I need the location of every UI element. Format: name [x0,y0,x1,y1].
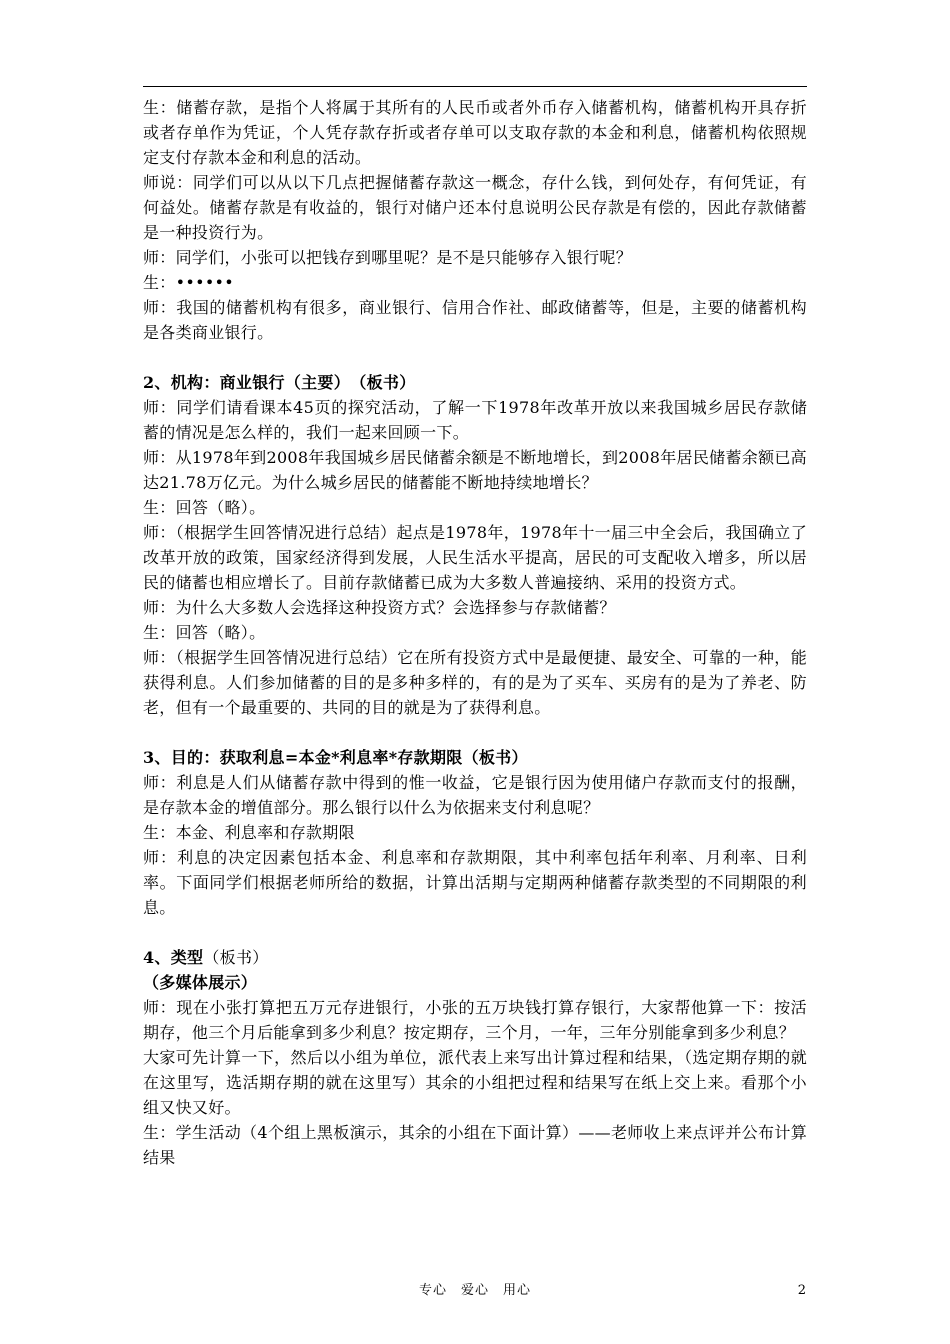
paragraph-group-instructions: 大家可先计算一下，然后以小组为单位，派代表上来写出计算过程和结果，（选定期存期的就在这里写，选活期存期的就在这里写）其余的小组把过程和结果写在纸上交上来。看那个小组又快又好。 [143,1048,807,1117]
section-heading-purpose: 3、目的：获取利息=本金*利息率*存款期限（板书） [143,748,528,767]
paragraph-student-factors: 生：本金、利息率和存款期限 [143,823,355,842]
header-rule [143,86,807,87]
multimedia-note: （多媒体展示） [143,973,258,992]
paragraph-student-answer-2: 生：回答（略）。 [143,623,266,642]
paragraph-why-question: 师：为什么大多数人会选择这种投资方式？会选择参与存款储蓄？ [143,598,616,617]
paragraph-student-activity: 生：学生活动（4个组上黑板演示，其余的小组在下面计算）——老师收上来点评并公布计算结果 [143,1123,807,1167]
spacer [143,720,807,745]
paragraph-teacher-question: 师：同学们，小张可以把钱存到哪里呢？是不是只能够存入银行呢？ [143,248,633,267]
section-heading-types-note: （板书） [203,948,269,967]
section-heading-types [143,945,807,970]
footer-motto: 专心 爱心 用心 [418,1283,531,1298]
paragraph-teacher-concept: 师说：同学们可以从以下几点把握储蓄存款这一概念，存什么钱，到何处存，有何凭证，有何益处。储蓄存款是有收益的，银行对储户还本付息说明公民存款是有偿的，因此存款储蓄是一种投资行为。 [143,173,807,242]
paragraph-savings-definition: 生：储蓄存款，是指个人将属于其所有的人民币或者外币存入储蓄机构，储蓄机构开具存折或者存单作为凭证，个人凭存款存折或者存单可以支取存款的本金和利息，储蓄机构依照规定支付存款本金和利息的活动。 [143,98,807,167]
document-body [143,95,807,1170]
paragraph-interest-definition: 师：利息是人们从储蓄存款中得到的惟一收益，它是银行因为使用储户存款而支付的报酬，是存款本金的增值部分。那么银行以什么为依据来支付利息呢？ [143,773,807,817]
paragraph-calculation-task: 师：现在小张打算把五万元存进银行，小张的五万块钱打算存银行，大家帮他算一下：按活期存，他三个月后能拿到多少利息？按定期存，三个月，一年，三年分别能拿到多少利息？ [143,998,807,1042]
paragraph-student-answer: 生：回答（略）。 [143,498,266,517]
page-number: 2 [797,1283,806,1298]
paragraph-institutions: 师：我国的储蓄机构有很多，商业银行、信用合作社、邮政储蓄等，但是，主要的储蓄机构是各类商业银行。 [143,298,807,342]
section-heading-institution: 2、机构：商业银行（主要） （板书） [143,373,416,392]
paragraph-summary-purpose: 师：（根据学生回答情况进行总结）它在所有投资方式中是最便捷、最安全、可靠的一种，能获得利息。人们参加储蓄的目的是多种多样的，有的是为了买车、买房有的是为了养老、防老，但有一个最重要的、共同的目的就是为了获得利息。 [143,648,807,717]
paragraph-interest-factors: 师：利息的决定因素包括本金、利息率和存款期限，其中利率包括年利率、月利率、日利率。下面同学们根据老师所给的数据，计算出活期与定期两种储蓄存款类型的不同期限的利息。 [143,848,807,917]
section-heading-types-title: 4、类型 [143,948,204,967]
paragraph-student-dots: 生：•••••• [143,273,235,292]
paragraph-growth-question: 师：从1978年到2008年我国城乡居民储蓄余额是不断地增长，到2008年居民储蓄余额已高达21.78万亿元。为什么城乡居民的储蓄能不断地持续地增长？ [143,448,807,492]
paragraph-summary-reform: 师：（根据学生回答情况进行总结）起点是1978年，1978年十一届三中全会后，我国确立了改革开放的政策，国家经济得到发展，人民生活水平提高，居民的可支配收入增多，所以居民的储蓄也相应增长了。目前存款储蓄已成为大多数人普遍接纳、采用的投资方式。 [143,523,807,592]
spacer [143,920,807,945]
spacer [143,345,807,370]
paragraph-textbook-activity: 师：同学们请看课本45页的探究活动，了解一下1978年改革开放以来我国城乡居民存款储蓄的情况是怎么样的，我们一起来回顾一下。 [143,398,807,442]
